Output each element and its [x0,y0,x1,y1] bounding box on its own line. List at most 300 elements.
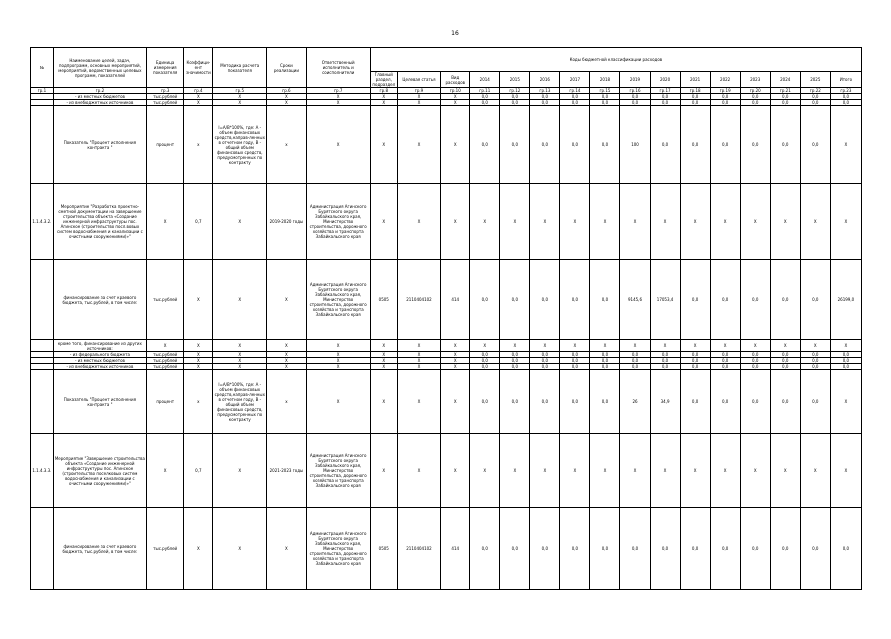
column-number: гр.6 [267,88,306,94]
table-cell: 0,0 [710,106,740,184]
column-number: гр.18 [680,88,710,94]
table-cell: Х [397,94,441,100]
table-cell: Х [184,94,213,100]
table-cell: 0,0 [680,106,710,184]
header-no: № [31,48,54,88]
table-cell: Х [184,358,213,364]
column-number: гр.12 [500,88,530,94]
table-cell: 0,0 [680,358,710,364]
table-cell: 0,0 [830,358,861,364]
column-number: гр.17 [650,88,680,94]
table-cell: Х [560,340,590,352]
header-year: 2018 [590,72,620,88]
table-cell: 0,0 [650,364,680,370]
table-cell: 0,0 [650,94,680,100]
table-cell: 0,0 [530,370,560,434]
table-cell: Х [710,340,740,352]
header-year: 2014 [470,72,500,88]
header-total: Итого [830,72,861,88]
table-cell: Х [147,184,184,260]
table-cell: 0,0 [800,370,830,434]
table-cell: - из внебюджетных источников [53,100,146,106]
header-year: 2022 [710,72,740,88]
table-cell: 0,0 [500,508,530,590]
table-cell: Х [530,184,560,260]
table-cell: 0,0 [800,508,830,590]
table-cell: Х [184,352,213,358]
table-cell: 0,0 [710,94,740,100]
table-cell: 0,0 [470,370,500,434]
header-name: Наименование целей, задач, подпрограмм, основных мероприятий, мероприятий, ведомственных целевых программ, показателей [53,48,146,88]
header-year: 2015 [500,72,530,88]
table-cell: 0,0 [680,370,710,434]
table-cell: 0,0 [560,94,590,100]
table-cell: 0,0 [560,358,590,364]
table-cell: Х [680,434,710,508]
table-cell: Х [470,434,500,508]
table-cell: Х [184,100,213,106]
header-year: 2023 [740,72,770,88]
table-cell: - из внебюджетных источников [53,364,146,370]
table-cell: Х [500,184,530,260]
table-cell: Х [830,434,861,508]
header-executor: Ответственный исполнитель и соисполнители [306,48,370,88]
table-cell: Х [441,364,470,370]
table-cell: 0505 [370,260,397,340]
table-cell: Х [267,260,306,340]
header-vid: Вид расходов [441,72,470,88]
table-cell: 0,0 [710,508,740,590]
table-cell: - из местных бюджетов [53,358,146,364]
table-cell: 0,0 [710,100,740,106]
table-cell: Администрация Агинского Бурятского округа Забайкальского края, Министерство строительства, дорожного хозяйства и транспорта Забайкальского края [306,434,370,508]
table-cell: 0,0 [740,100,770,106]
page-number: 16 [451,30,459,37]
table-cell: 34,9 [650,370,680,434]
table-cell: Х [213,434,267,508]
table-cell: Х [397,358,441,364]
table-cell: Х [267,100,306,106]
table-cell: 0,0 [590,364,620,370]
table-cell: тыс.рублей [147,508,184,590]
table-cell: Х [306,94,370,100]
table-cell: 0,0 [770,94,800,100]
table-cell: Х [650,434,680,508]
table-cell: 0,0 [800,260,830,340]
column-number: гр.11 [470,88,500,94]
table-cell: х [184,106,213,184]
table-cell: 0,0 [800,100,830,106]
table-cell: 0,0 [710,358,740,364]
table-cell: Х [184,364,213,370]
table-cell: Х [267,508,306,590]
table-cell: 0,0 [650,106,680,184]
table-cell: 100 [620,106,650,184]
header-year: 2025 [800,72,830,88]
table-cell: Х [370,106,397,184]
table-cell: 0,0 [560,100,590,106]
table-cell: Х [500,434,530,508]
table-row [31,260,862,340]
column-number: гр.4 [184,88,213,94]
table-cell: Х [650,340,680,352]
table-cell: 0,0 [530,106,560,184]
column-number: гр.19 [710,88,740,94]
table-cell: 0,0 [770,100,800,106]
table-cell: Х [213,508,267,590]
table-cell [31,370,54,434]
table-cell: 0,0 [590,100,620,106]
column-number: гр.8 [370,88,397,94]
table-cell: Х [530,340,560,352]
table-cell: 0,0 [500,358,530,364]
column-number: гр.9 [397,88,441,94]
table-cell: Х [397,100,441,106]
table-cell: 0,0 [680,100,710,106]
table-cell: 0,0 [530,358,560,364]
table-cell: 0,0 [770,260,800,340]
table-cell: 0,0 [590,352,620,358]
table-cell: Х [213,94,267,100]
table-cell: Х [267,352,306,358]
table-cell: Х [650,184,680,260]
table-cell: 0,0 [800,364,830,370]
table-cell: 0,0 [680,508,710,590]
table-cell: Х [267,340,306,352]
table-cell: Х [397,352,441,358]
column-number: гр.14 [560,88,590,94]
table-cell: тыс.рублей [147,94,184,100]
table-cell: Х [441,106,470,184]
table-cell: 0,0 [830,508,861,590]
table-cell: 0,0 [680,94,710,100]
table-cell: Х [590,434,620,508]
header-year: 2019 [620,72,650,88]
table-cell: Х [306,352,370,358]
table-cell: Х [370,370,397,434]
table-cell: 0,0 [710,370,740,434]
table-cell: Администрация Агинского Бурятского округа Забайкальского края, Министерство строительства, дорожного хозяйства и транспорта Забайкальского края [306,260,370,340]
table-cell: 0,0 [470,352,500,358]
column-number: гр.10 [441,88,470,94]
table-cell: Х [370,358,397,364]
table-cell: 0,0 [530,352,560,358]
table-row [31,370,862,434]
table-cell: 0,0 [530,508,560,590]
table-cell: 0,0 [770,358,800,364]
table-cell: 0,0 [650,508,680,590]
table-cell: 0,0 [800,352,830,358]
table-cell: 0,0 [740,508,770,590]
table-cell: 0,0 [590,260,620,340]
table-cell: 0,0 [560,364,590,370]
table-cell: Х [560,184,590,260]
table-cell: 0,0 [590,106,620,184]
table-cell: Х [306,106,370,184]
table-cell: Х [306,370,370,434]
table-cell: Х [370,340,397,352]
table-cell: 0,0 [740,370,770,434]
table-cell: 0,0 [770,508,800,590]
table-cell: 414 [441,260,470,340]
table-cell: финансирование за счет краевого бюджета, тыс.рублей, в том числе: [53,508,146,590]
table-cell: 0505 [370,508,397,590]
table-cell: 1.1.4.3.2. [31,184,54,260]
table-cell: Х [213,340,267,352]
header-grbs: Главный раздел, подраздел [370,72,397,88]
table-cell: 0,0 [620,100,650,106]
table-cell: Х [267,358,306,364]
table-cell: Х [441,358,470,364]
table-cell: Х [306,100,370,106]
table-cell: 0,0 [560,370,590,434]
table-cell: 0,0 [770,370,800,434]
table-cell: 0,0 [500,100,530,106]
table-cell: Х [710,434,740,508]
table-cell: х [184,370,213,434]
header-kbk: Коды бюджетной классификации расходов [370,48,861,72]
table-cell [31,106,54,184]
table-cell: 0,0 [500,94,530,100]
table-cell: Х [800,184,830,260]
table-cell: Х [213,100,267,106]
table-cell: Х [680,340,710,352]
table-cell: 0,0 [800,106,830,184]
table-cell: 0,0 [710,352,740,358]
column-number: гр.23 [830,88,861,94]
table-cell: Х [213,184,267,260]
table-cell: Х [441,100,470,106]
table-cell: 0,0 [470,100,500,106]
table-cell: Х [800,340,830,352]
table-cell: 0,0 [770,364,800,370]
header-coef: Коэффици-ент значимости [184,48,213,88]
header-method: Методика расчета показателя [213,48,267,88]
table-cell: 414 [441,508,470,590]
table-cell: 0,0 [590,370,620,434]
table-cell: 0,0 [470,106,500,184]
column-number: гр.2 [53,88,146,94]
table-cell: Х [830,370,861,434]
table-cell: Х [397,340,441,352]
table-cell: 0,0 [620,364,650,370]
table-cell: Х [370,364,397,370]
table-cell: 0,0 [650,352,680,358]
table-cell: Х [441,184,470,260]
table-cell: Х [397,364,441,370]
table-row [31,434,862,508]
table-cell: 17053,4 [650,260,680,340]
table-row [31,508,862,590]
table-cell: 0,0 [650,358,680,364]
table-cell: 0,0 [530,260,560,340]
table-cell: 0,0 [470,508,500,590]
column-number: гр.7 [306,88,370,94]
table-cell: Х [370,352,397,358]
table-cell: Х [147,434,184,508]
table-cell: Х [830,340,861,352]
table-cell: 26 [620,370,650,434]
table-cell: 0,0 [770,352,800,358]
table-cell: Х [800,434,830,508]
table-cell: Х [306,358,370,364]
table-cell: Х [620,434,650,508]
table-cell: Х [620,184,650,260]
table-cell: Х [441,352,470,358]
table-cell: 0,0 [590,94,620,100]
table-cell: Х [184,260,213,340]
table-cell: Х [470,340,500,352]
table-cell: Х [441,340,470,352]
table-cell: 9145,6 [620,260,650,340]
table-cell: Мероприятие "Разработка проектно-сметной документации на завершение строительства объекта «Создание инженерной инфраструктуры пос. Агинское (строительство посл.вовых систем водоснабжения и канализации с очистными сооружениями)»" [53,184,146,260]
table-cell: 0,0 [470,94,500,100]
column-number: гр.13 [530,88,560,94]
table-cell: 0,0 [650,100,680,106]
table-row [31,184,862,260]
table-cell: 0,0 [500,352,530,358]
table-cell: 0,0 [500,260,530,340]
table-cell: 0,0 [830,364,861,370]
table-cell: I=A/B*100%, где: A - объем финансовых средств,направ-ленных в отчетном году, B - общий объем финансовых средств, предусмотренных по контракту [213,370,267,434]
header-year: 2020 [650,72,680,88]
table-cell: Х [370,184,397,260]
column-number: гр.16 [620,88,650,94]
table-cell: 0,0 [830,352,861,358]
table-cell: Х [213,352,267,358]
table-cell: Х [680,184,710,260]
table-cell: 0,0 [470,364,500,370]
table-cell: финансирование за счет краевого бюджета, тыс.рублей, в том числе: [53,260,146,340]
table-cell: Администрация Агинского Бурятского округа Забайкальского края, Министерство строительства, дорожного хозяйства и транспорта Забайкальского края [306,508,370,590]
table-cell: тыс.рублей [147,352,184,358]
table-cell: 26199,0 [830,260,861,340]
table-cell: х [267,106,306,184]
table-cell: 0,0 [740,358,770,364]
table-cell: 0,0 [470,358,500,364]
table-cell: 0,0 [500,106,530,184]
table-cell: Х [590,184,620,260]
table-cell: Х [267,94,306,100]
table-cell: Х [397,184,441,260]
table-cell: Мероприятие "Завершение строительства объекта «Создание инженерной инфраструктуры пос. Агинское (строительство поселковых систем водоснабжения и канализации с очистными сооружениями)»" [53,434,146,508]
table-cell: 0,0 [590,358,620,364]
table-cell: 1.1.4.3.3. [31,434,54,508]
table-cell: Х [441,370,470,434]
column-number: гр.22 [800,88,830,94]
table-cell: 0,0 [740,106,770,184]
table-cell: 0,0 [620,508,650,590]
table-cell: Х [590,340,620,352]
table-cell: 0,0 [710,260,740,340]
table-cell: 0,0 [560,352,590,358]
table-cell: 0,0 [530,364,560,370]
header-target: Целевая статья [397,72,441,88]
header-year: 2024 [770,72,800,88]
table-cell: Х [530,434,560,508]
table-cell: процент [147,106,184,184]
table-cell: Х [710,184,740,260]
table-cell: 0,0 [680,364,710,370]
table-cell: Х [740,340,770,352]
table-cell: Х [370,94,397,100]
table-cell: 0,0 [770,106,800,184]
table-cell: Х [267,364,306,370]
table-body [31,94,862,590]
table-cell: 0,0 [620,94,650,100]
table-cell: Х [830,106,861,184]
table-cell: 0,0 [530,94,560,100]
table-cell: Х [213,364,267,370]
header-year: 2017 [560,72,590,88]
table-cell: 0,0 [800,358,830,364]
table-cell: процент [147,370,184,434]
table-cell: 0,0 [740,364,770,370]
table-cell: 2019-2020 годы [267,184,306,260]
column-number: гр.21 [770,88,800,94]
table-cell: Х [397,434,441,508]
column-number: гр.1 [31,88,54,94]
table-cell: Х [470,184,500,260]
table-cell: 0,0 [830,100,861,106]
table-cell: Х [830,184,861,260]
table-cell: 0,0 [710,364,740,370]
table-cell: 0,7 [184,184,213,260]
table-cell: 2110404102 [397,260,441,340]
table-cell: 0,0 [620,352,650,358]
table-row [31,340,862,352]
table-cell: х [267,370,306,434]
table-cell: - из местных бюджетов [53,94,146,100]
table-cell: Х [560,434,590,508]
table-cell: Х [184,508,213,590]
table-cell: Х [306,340,370,352]
table-cell: Показатель "Процент исполнения контракта " [53,370,146,434]
table-cell: Х [213,260,267,340]
table-cell: 0,0 [500,364,530,370]
table-cell: I=A/B*100%, где: A - объем финансовых средств,направ-ленных в отчетном году, B - общий объем финансовых средств, предусмотренных по контракту [213,106,267,184]
table-cell [31,340,54,352]
table-cell: Х [370,100,397,106]
table-cell: Х [397,106,441,184]
table-cell: Х [441,434,470,508]
table-cell: Х [306,364,370,370]
table-cell: Х [500,340,530,352]
column-number: гр.3 [147,88,184,94]
column-number: гр.20 [740,88,770,94]
table-cell: Х [397,370,441,434]
table-cell: тыс.рублей [147,364,184,370]
table-cell: 0,0 [560,508,590,590]
header-year: 2016 [530,72,560,88]
table-cell: 0,0 [620,358,650,364]
table-cell: 0,0 [800,94,830,100]
table-cell: 0,0 [500,370,530,434]
column-number: гр.15 [590,88,620,94]
table-cell: Х [770,340,800,352]
table-cell: 0,0 [470,260,500,340]
table-cell: - из федерального бюджета [53,352,146,358]
table-cell: 0,0 [590,508,620,590]
table-cell: тыс.рублей [147,358,184,364]
table-cell: Х [441,94,470,100]
table-cell: 0,0 [530,100,560,106]
table-cell: 0,0 [740,94,770,100]
table-cell: 0,7 [184,434,213,508]
table-cell: Х [147,340,184,352]
table-cell: 0,0 [740,352,770,358]
table-cell: 0,0 [740,260,770,340]
